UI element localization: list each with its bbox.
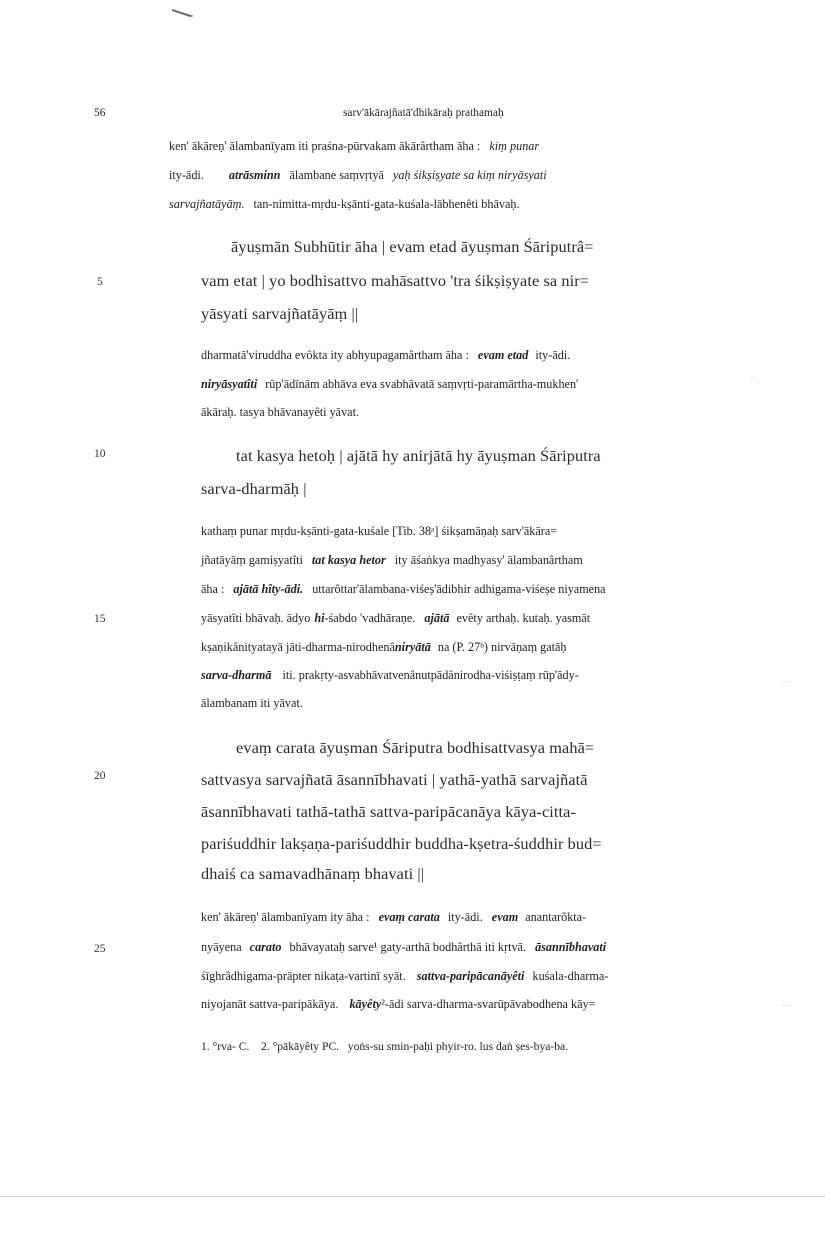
commentary-line xyxy=(201,378,578,390)
footnotes: 1. °rva- C. 2. °pākāyêty PC. yoṅs-su smin-paḥi phyir-ro. lus daṅ ṣes-bya-ba. xyxy=(201,1040,569,1053)
commentary-text: na (P. 27ᵇ) nirvāṇaṃ gatāḥ xyxy=(437,640,567,654)
commentary-text: ken' ākāreṇ' ālambanīyam ity āha : xyxy=(201,910,370,924)
main-text-line: pariśuddhir lakṣaṇa-pariśuddhir buddha-kṣetra-śuddhir bud= xyxy=(201,834,602,853)
line-number-5: 5 xyxy=(97,276,103,288)
main-text-line: evaṃ carata āyuṣman Śāriputra bodhisattvasya mahā= xyxy=(236,738,595,757)
commentary-line xyxy=(201,349,570,361)
lemma: ajātā hîty-ādi. xyxy=(233,582,304,596)
commentary-line xyxy=(201,583,606,595)
lemma: kāyêty xyxy=(349,997,382,1011)
main-text-line: sarva-dharmāḥ | xyxy=(201,479,307,498)
commentary-text: bhāvayataḥ sarve¹ gaty-arthā bodhârthā iti kṛtvā. xyxy=(289,940,527,954)
lemma: niryāsyatîti xyxy=(201,377,258,391)
commentary-text: uttarôttar'ālambana-viśeṣ'ādibhir adhigama-viśeṣe niyamena xyxy=(312,582,606,596)
commentary-text: dharmatā'viruddha evôkta ity abhyupagamârtham āha : xyxy=(201,348,469,362)
commentary-text: ²-ādi sarva-dharma-svarūpāvabodhena kāy= xyxy=(381,997,596,1011)
line-number-20: 20 xyxy=(94,770,106,782)
line-number-25: 25 xyxy=(94,943,106,955)
lemma: sattva-paripācanāyêti xyxy=(416,969,525,983)
commentary-text: kuśala-dharma- xyxy=(532,969,609,983)
commentary-text: rūp'ādīnām abhāva eva svabhāvatā saṃvṛti-paramārtha-mukhen' xyxy=(265,377,579,391)
commentary-line xyxy=(169,140,539,152)
commentary-line xyxy=(201,612,590,624)
main-text-line: vam etat | yo bodhisattvo mahāsattvo 'tra śikṣiṣyate sa nir= xyxy=(201,271,590,290)
lemma: evaṃ carata xyxy=(378,910,440,924)
lemma: yaḥ śikṣiṣyate sa kiṃ niryāsyati xyxy=(392,168,547,182)
lemma: evam xyxy=(491,910,519,924)
line-number-10: 10 xyxy=(94,448,106,460)
page-number: 56 xyxy=(94,107,106,119)
commentary-text: śīghrâdhigama-prāpter nikaṭa-vartinī syāt. xyxy=(201,969,406,983)
commentary-text: jñatāyāṃ gamiṣyatîti xyxy=(201,553,303,567)
commentary-text: anantarôkta- xyxy=(525,910,587,924)
commentary-text: nyāyena xyxy=(201,940,242,954)
lemma: carato xyxy=(249,940,282,954)
main-text-line: dhaiś ca samavadhānaṃ bhavati || xyxy=(201,864,425,883)
lemma: evam etad xyxy=(477,348,529,362)
commentary-line xyxy=(169,198,520,210)
commentary-text: ity-ādi. xyxy=(447,910,483,924)
commentary-text: ity-ādi. xyxy=(535,348,571,362)
lemma: atrāsminn xyxy=(228,168,281,182)
commentary-line xyxy=(201,669,579,681)
commentary-line xyxy=(201,941,606,953)
commentary-line xyxy=(169,169,547,181)
commentary-text: ity āśaṅkya madhyasy' ālambanârtham xyxy=(394,553,583,567)
commentary-text: yāsyatîti bhāvaḥ. ādyo xyxy=(201,611,311,625)
commentary-line xyxy=(201,970,608,982)
commentary-text: ālambane saṃvṛtyā xyxy=(289,168,384,182)
scan-corner-mark xyxy=(172,4,194,12)
line-number-15: 15 xyxy=(94,613,106,625)
margin-smudge: · · xyxy=(782,1000,793,1012)
commentary-line xyxy=(201,554,583,566)
commentary-line xyxy=(201,998,595,1010)
commentary-text: ity-ādi. xyxy=(169,168,204,182)
commentary-text: kṣaṇikânityatayā jāti-dharma-nirodhenâ xyxy=(201,640,395,654)
commentary-text: āha : xyxy=(201,582,225,596)
commentary-text: niyojanāt sattva-paripākāya. xyxy=(201,997,339,1011)
main-text-line: āyuṣmān Subhūtir āha | evam etad āyuṣman Śāriputrâ= xyxy=(231,237,594,256)
main-text-line: sattvasya sarvajñatā āsannībhavati | yathā-yathā sarvajñatā xyxy=(201,770,588,789)
commentary-line: kathaṃ punar mṛdu-kṣānti-gata-kuśale [Tib. 38ᵃ] śikṣamāṇaḥ sarv'ākāra= xyxy=(201,524,558,538)
main-text-line: tat kasya hetoḥ | ajātā hy anirjātā hy āyuṣman Śāriputra xyxy=(236,446,601,465)
lemma: sarvajñatāyāṃ. xyxy=(169,197,245,211)
lemma: sarva-dharmā xyxy=(201,668,272,682)
commentary-text: -śabdo 'vadhāraṇe. xyxy=(324,611,416,625)
main-text-line: yāsyati sarvajñatāyāṃ || xyxy=(201,304,359,323)
lemma: niryātā xyxy=(394,640,431,654)
commentary-text: evêty arthaḥ. kutaḥ. yasmāt xyxy=(456,611,591,625)
running-title: sarv'ākārajñatā'dhikāraḥ prathamaḥ xyxy=(343,107,504,119)
lemma: hi xyxy=(314,611,325,625)
commentary-text: iti. prakṛty-asvabhāvatvenânutpādânirodha-viśiṣṭaṃ rūp'ādy- xyxy=(282,668,579,682)
margin-smudge: ˙ · xyxy=(750,377,761,389)
lemma: ajātā xyxy=(424,611,450,625)
commentary-line: ākāraḥ. tasya bhāvanayêti yāvat. xyxy=(201,405,360,419)
page-edge-rule xyxy=(0,1196,825,1197)
commentary-text: tan-nimitta-mṛdu-kṣānti-gata-kuśala-lābhenêti bhāvaḥ. xyxy=(253,197,520,211)
lemma: āsannībhavati xyxy=(535,940,607,954)
commentary-line xyxy=(201,641,567,653)
commentary-text: ken' ākāreṇ' ālambanīyam iti praśna-pūrvakam ākārârtham āha : xyxy=(169,139,481,153)
margin-smudge: · · xyxy=(782,676,793,688)
commentary-line: ālambanam iti yāvat. xyxy=(201,696,303,710)
lemma: tat kasya hetor xyxy=(311,553,386,567)
main-text-line: āsannībhavati tathā-tathā sattva-paripācanāya kāya-citta- xyxy=(201,802,576,821)
commentary-line xyxy=(201,911,586,923)
lemma: kiṃ punar xyxy=(489,139,540,153)
